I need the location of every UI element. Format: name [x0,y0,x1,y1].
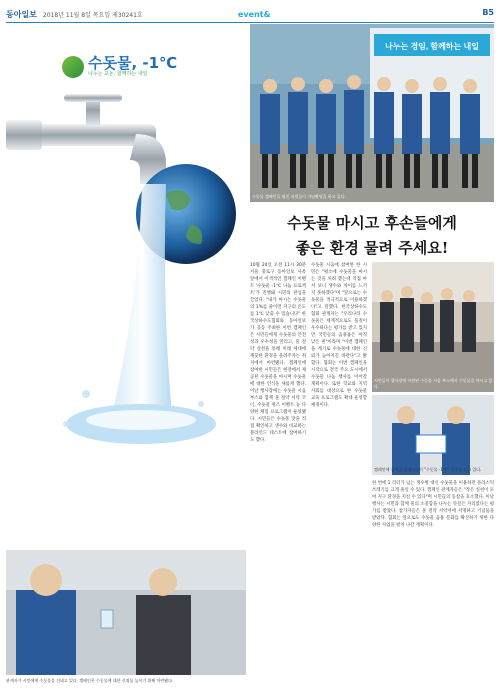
page-number: B5 [482,8,494,17]
top-photo [250,24,494,202]
headline-line1: 수돗물 마시고 후손들에게 [287,214,457,232]
mid-photo [372,262,494,392]
article-column-1: 10월 24일 오전 11시 30분 서울 중로구 동아일보 사옥 앞에서 이색적인 캠페인 이벤트 '수돗물 -1℃ 나눔 프로젝트'가 진행돼 시민의 관심을 끌었다. "내가 마시는 수돗물의 1%를 줄이면 지구의 온도를 1℃ 낮출 수 있습니다" 한국상하수도협회와 동아일보가 공동 주최한 이번 캠페인은 시민들에게 수돗물의 안전성과 우수성을 알리고, 물 절약 실천을 통해 미래 세대에 깨끗한 환경을 물려주자는 취지에서 마련됐다. 캠페인에 참여한 시민들은 현장에서 제공된 수돗물을 마시며 수돗물에 대한 인식을 새롭게 했다. 이날 행사장에는 수돗물 시음 부스와 함께 물 절약 서약 코너, 수돗물 퀴즈 이벤트 등 다양한 체험 프로그램이 운영됐다. 시민들은 수돗물 맛을 직접 확인하고 생수와 비교하는 블라인드 테스트에 참여하기도 했다. [250,263,306,443]
feature-subtitle: 나누는 교논, 함께하는 내일 [88,71,148,77]
headline [250,212,494,258]
article-column-2: 수돗물 시음에 참여한 한 시민은 "평소에 수돗물을 마시는 것을 꺼려 했는데 직접 마셔 보니 생수와 차이를 느끼지 못하겠다"며 "앞으로는 수돗물을 적극적으로 이용하겠다"고 말했다. 한국상하수도협회 관계자는 "우리나라 수돗물은 세계적으로도 품질이 우수하다는 평가를 받고 있지만 국민들의 음용률은 아직 낮은 편"이라며 "이번 캠페인을 계기로 수돗물에 대한 신뢰가 높아지길 바란다"고 밝혔다. 협회는 이번 캠페인을 시작으로 전국 주요 도시에서 수돗물 나눔 행사를 이어갈 계획이다. 또한 학교와 지역 사회를 대상으로 한 수돗물 교육 프로그램도 확대 운영할 예정이다. [311,263,367,408]
article-column-3: 한 번에 1 리터가 넘는 생수병 대신 수돗물을 이용하면 플라스틱 쓰레기를 크게 줄일 수 있다. 캠페인 관계자들은 "작은 실천이 모여 지구 환경을 지킬 수 있다"며 시민들의 동참을 호소했다. 이날 행사는 시민과 함께 물의 소중함을 나누는 뜻깊은 자리였다는 평가를 받았다. 참가자들은 물 절약 서약서에 서명하고 기념품을 받았다. 협회는 앞으로도 수돗물 음용 문화를 확산하기 위한 다양한 사업을 펼쳐 나갈 계획이다. [372,481,494,528]
small-photo [372,395,494,475]
headline-line2: 좋은 환경 물려 주세요! [295,239,449,257]
masthead [6,6,494,23]
issue-date: 2018년 11월 8일 목요일 제30241호 [42,11,143,19]
leaf-icon [62,56,84,78]
section-label: event& [238,10,271,19]
small-photo-caption: 캠페인에 참여한 관계자들이 "수돗물 -1℃" 문구를 들고 있다. [374,467,482,472]
bottom-photo-caption: 관계자가 시민에게 수돗물을 건네고 있다. 캠페인은 수돗물에 대한 신뢰를 높이기 위해 마련됐다. [6,678,174,683]
banner-text: 나누는 경임, 함께하는 내일 [385,42,479,51]
faucet-illustration [6,94,246,484]
bottom-photo [6,550,246,675]
newspaper-logo: 동아일보 [6,9,37,19]
feature-title: 수돗물, -1℃ [88,54,178,72]
left-feature [6,24,246,464]
mid-photo-caption: 시민들이 행사장에 마련된 수돗물 시음 부스에서 수돗물을 마시고 있다. [374,378,493,389]
top-photo-caption: 수돗물 캠페인을 펼친 직원들이 기념촬영을 하고 있다. [252,194,346,199]
